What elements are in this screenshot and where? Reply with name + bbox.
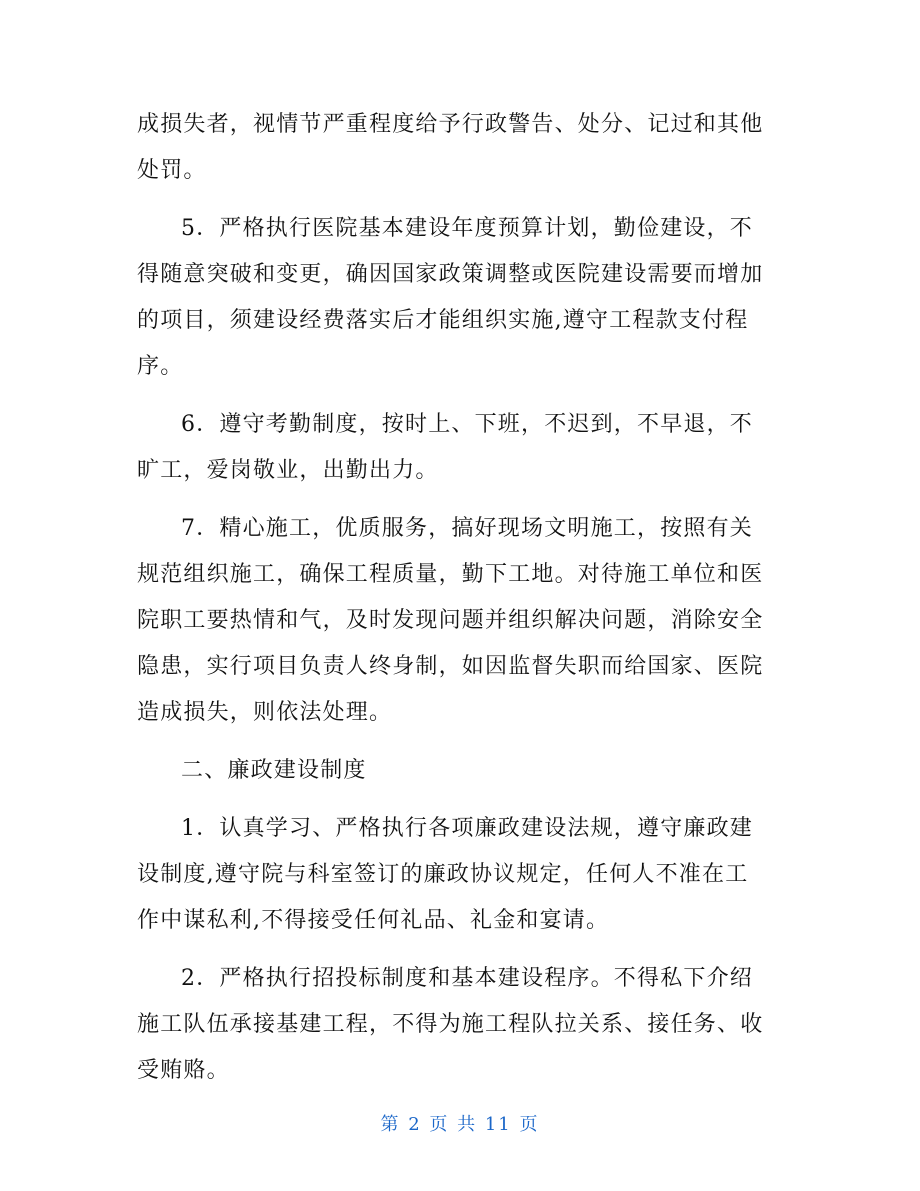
paragraph-item-7 xyxy=(137,506,789,736)
paragraph-item-5 xyxy=(137,206,789,390)
paragraph-integrity-2 xyxy=(137,956,789,1094)
document-body xyxy=(137,102,789,1106)
paragraph-1 xyxy=(137,102,789,194)
section-heading xyxy=(137,748,789,794)
text-line: 5．严格执行医院基本建设年度预算计划，勤俭建设，不 xyxy=(181,216,753,241)
heading-line: 二、廉政建设制度 xyxy=(181,758,367,783)
text-line: 院职工要热情和气，及时发现问题并组织解决问题，消除安全 xyxy=(137,608,764,633)
text-line: 6．遵守考勤制度，按时上、下班，不迟到，不早退，不 xyxy=(181,412,753,437)
text-line: 造成损失，则依法处理。 xyxy=(137,700,393,725)
text-line: 7．精心施工，优质服务，搞好现场文明施工，按照有关 xyxy=(181,516,753,541)
paragraph-integrity-1 xyxy=(137,806,789,944)
text-line: 1．认真学习、严格执行各项廉政建设法规，遵守廉政建 xyxy=(181,816,753,841)
text-line: 施工队伍承接基建工程，不得为施工程队拉关系、接任务、收 xyxy=(137,1012,764,1037)
text-line: 得随意突破和变更，确因国家政策调整或医院建设需要而增加 xyxy=(137,262,764,287)
text-line: 成损失者，视情节严重程度给予行政警告、处分、记过和其他 xyxy=(137,112,764,137)
paragraph-item-6 xyxy=(137,402,789,494)
text-line: 序。 xyxy=(137,354,184,379)
text-line: 旷工，爱岗敬业，出勤出力。 xyxy=(137,458,439,483)
text-line: 设制度,遵守院与科室签订的廉政协议规定，任何人不准在工 xyxy=(137,862,749,887)
text-line: 规范组织施工，确保工程质量，勤下工地。对待施工单位和医 xyxy=(137,562,764,587)
text-line: 作中谋私利,不得接受任何礼品、礼金和宴请。 xyxy=(137,908,610,933)
text-line: 受贿赂。 xyxy=(137,1058,230,1083)
text-line: 隐患，实行项目负责人终身制，如因监督失职而给国家、医院 xyxy=(137,654,764,679)
text-line: 2．严格执行招投标制度和基本建设程序。不得私下介绍 xyxy=(181,966,753,991)
text-line: 的项目，须建设经费落实后才能组织实施,遵守工程款支付程 xyxy=(137,308,749,333)
page-number-footer: 第 2 页 共 11 页 xyxy=(380,1114,540,1135)
text-line: 处罚。 xyxy=(137,158,207,183)
